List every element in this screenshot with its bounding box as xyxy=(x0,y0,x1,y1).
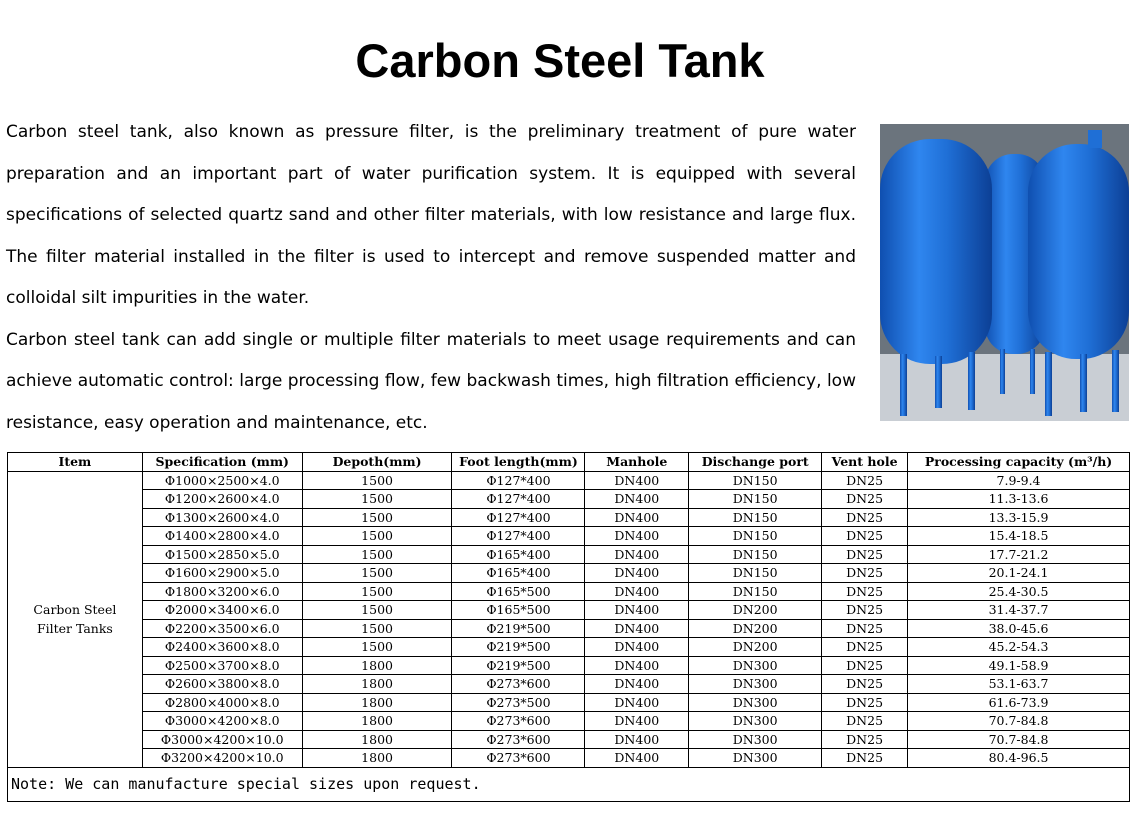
table-header-row xyxy=(8,453,1130,472)
cell-depth: 1500 xyxy=(302,619,452,638)
cell-depth: 1500 xyxy=(302,508,452,527)
cell-manhole: DN400 xyxy=(585,712,689,731)
table-row xyxy=(8,656,1130,675)
cell-foot-length: Φ219*500 xyxy=(452,656,585,675)
item-label-line: Filter Tanks xyxy=(36,621,113,636)
description-paragraph-1: Carbon steel tank, also known as pressure filter, is the preliminary treatment of pure water preparation and an important part of water purification system. It is equipped with several specifications of selected quartz sand and other filter materials, with low resistance and large flux. The filter material installed in the filter is used to intercept and remove suspended matter and colloidal silt impurities in the water. xyxy=(6,122,856,308)
table-row xyxy=(8,471,1130,490)
cell-vent-hole: DN25 xyxy=(822,601,908,620)
cell-discharge-port: DN150 xyxy=(689,508,822,527)
cell-discharge-port: DN150 xyxy=(689,564,822,583)
cell-processing-capacity: 53.1-63.7 xyxy=(908,675,1130,694)
cell-manhole: DN400 xyxy=(585,564,689,583)
cell-discharge-port: DN200 xyxy=(689,619,822,638)
cell-processing-capacity: 49.1-58.9 xyxy=(908,656,1130,675)
cell-vent-hole: DN25 xyxy=(822,619,908,638)
cell-processing-capacity: 11.3-13.6 xyxy=(908,490,1130,509)
table-row xyxy=(8,712,1130,731)
cell-specification: Φ3000×4200×10.0 xyxy=(142,730,302,749)
cell-discharge-port: DN150 xyxy=(689,582,822,601)
cell-foot-length: Φ127*400 xyxy=(452,508,585,527)
cell-discharge-port: DN300 xyxy=(689,749,822,768)
cell-discharge-port: DN300 xyxy=(689,712,822,731)
cell-vent-hole: DN25 xyxy=(822,638,908,657)
note-row xyxy=(8,767,1130,801)
cell-vent-hole: DN25 xyxy=(822,712,908,731)
cell-processing-capacity: 20.1-24.1 xyxy=(908,564,1130,583)
cell-discharge-port: DN300 xyxy=(689,730,822,749)
header-processing-capacity: Processing capacity (m³/h) xyxy=(908,453,1130,472)
cell-depth: 1800 xyxy=(302,712,452,731)
cell-depth: 1500 xyxy=(302,638,452,657)
cell-specification: Φ2500×3700×8.0 xyxy=(142,656,302,675)
cell-specification: Φ1400×2800×4.0 xyxy=(142,527,302,546)
cell-depth: 1800 xyxy=(302,693,452,712)
cell-manhole: DN400 xyxy=(585,508,689,527)
cell-depth: 1500 xyxy=(302,582,452,601)
header-vent-hole: Vent hole xyxy=(822,453,908,472)
cell-manhole: DN400 xyxy=(585,693,689,712)
cell-specification: Φ2800×4000×8.0 xyxy=(142,693,302,712)
cell-depth: 1500 xyxy=(302,527,452,546)
cell-processing-capacity: 31.4-37.7 xyxy=(908,601,1130,620)
cell-vent-hole: DN25 xyxy=(822,675,908,694)
cell-depth: 1800 xyxy=(302,656,452,675)
cell-discharge-port: DN200 xyxy=(689,638,822,657)
cell-foot-length: Φ273*600 xyxy=(452,712,585,731)
table-row xyxy=(8,749,1130,768)
table-row xyxy=(8,508,1130,527)
cell-discharge-port: DN200 xyxy=(689,601,822,620)
cell-foot-length: Φ273*600 xyxy=(452,730,585,749)
cell-processing-capacity: 70.7-84.8 xyxy=(908,730,1130,749)
table-row xyxy=(8,545,1130,564)
item-cell xyxy=(8,471,143,767)
cell-specification: Φ2400×3600×8.0 xyxy=(142,638,302,657)
cell-processing-capacity: 13.3-15.9 xyxy=(908,508,1130,527)
cell-depth: 1800 xyxy=(302,749,452,768)
cell-discharge-port: DN300 xyxy=(689,656,822,675)
cell-depth: 1500 xyxy=(302,490,452,509)
table-row xyxy=(8,490,1130,509)
header-item: Item xyxy=(8,453,143,472)
cell-vent-hole: DN25 xyxy=(822,564,908,583)
cell-depth: 1500 xyxy=(302,564,452,583)
cell-foot-length: Φ127*400 xyxy=(452,490,585,509)
cell-specification: Φ1800×3200×6.0 xyxy=(142,582,302,601)
tank-top-nozzle xyxy=(1088,130,1102,148)
cell-foot-length: Φ127*400 xyxy=(452,527,585,546)
cell-specification: Φ3000×4200×8.0 xyxy=(142,712,302,731)
cell-specification: Φ3200×4200×10.0 xyxy=(142,749,302,768)
description-paragraph-2: Carbon steel tank can add single or multiple filter materials to meet usage requirements and can achieve automatic control: large processing flow, few backwash times, high filtration efficiency, low resistance, easy operation and maintenance, etc. xyxy=(6,329,856,433)
cell-processing-capacity: 7.9-9.4 xyxy=(908,471,1130,490)
cell-specification: Φ1300×2600×4.0 xyxy=(142,508,302,527)
cell-vent-hole: DN25 xyxy=(822,582,908,601)
cell-foot-length: Φ165*500 xyxy=(452,601,585,620)
table-row xyxy=(8,693,1130,712)
header-specification: Specification (mm) xyxy=(142,453,302,472)
header-depth: Depoth(mm) xyxy=(302,453,452,472)
cell-foot-length: Φ273*600 xyxy=(452,675,585,694)
cell-depth: 1500 xyxy=(302,545,452,564)
cell-manhole: DN400 xyxy=(585,471,689,490)
cell-foot-length: Φ165*400 xyxy=(452,564,585,583)
cell-manhole: DN400 xyxy=(585,749,689,768)
table-row xyxy=(8,601,1130,620)
cell-depth: 1500 xyxy=(302,601,452,620)
cell-vent-hole: DN25 xyxy=(822,545,908,564)
tank-illustration xyxy=(880,124,1129,421)
cell-specification: Φ2000×3400×6.0 xyxy=(142,601,302,620)
header-foot-length: Foot length(mm) xyxy=(452,453,585,472)
cell-specification: Φ1000×2500×4.0 xyxy=(142,471,302,490)
cell-vent-hole: DN25 xyxy=(822,693,908,712)
cell-manhole: DN400 xyxy=(585,545,689,564)
cell-processing-capacity: 45.2-54.3 xyxy=(908,638,1130,657)
cell-vent-hole: DN25 xyxy=(822,508,908,527)
cell-processing-capacity: 17.7-21.2 xyxy=(908,545,1130,564)
cell-foot-length: Φ219*500 xyxy=(452,619,585,638)
cell-vent-hole: DN25 xyxy=(822,527,908,546)
cell-discharge-port: DN300 xyxy=(689,675,822,694)
table-row xyxy=(8,527,1130,546)
cell-depth: 1800 xyxy=(302,730,452,749)
cell-manhole: DN400 xyxy=(585,601,689,620)
cell-foot-length: Φ219*500 xyxy=(452,638,585,657)
cell-manhole: DN400 xyxy=(585,527,689,546)
table-row xyxy=(8,564,1130,583)
cell-processing-capacity: 80.4-96.5 xyxy=(908,749,1130,768)
cell-vent-hole: DN25 xyxy=(822,490,908,509)
cell-discharge-port: DN150 xyxy=(689,471,822,490)
cell-vent-hole: DN25 xyxy=(822,471,908,490)
cell-manhole: DN400 xyxy=(585,638,689,657)
cell-manhole: DN400 xyxy=(585,582,689,601)
cell-manhole: DN400 xyxy=(585,675,689,694)
cell-vent-hole: DN25 xyxy=(822,730,908,749)
cell-foot-length: Φ165*400 xyxy=(452,545,585,564)
table-row xyxy=(8,638,1130,657)
cell-discharge-port: DN300 xyxy=(689,693,822,712)
cell-discharge-port: DN150 xyxy=(689,490,822,509)
cell-depth: 1500 xyxy=(302,471,452,490)
cell-depth: 1800 xyxy=(302,675,452,694)
specification-table xyxy=(7,452,1130,802)
cell-specification: Φ2600×3800×8.0 xyxy=(142,675,302,694)
table-row xyxy=(8,582,1130,601)
cell-processing-capacity: 25.4-30.5 xyxy=(908,582,1130,601)
cell-specification: Φ2200×3500×6.0 xyxy=(142,619,302,638)
header-manhole: Manhole xyxy=(585,453,689,472)
cell-specification: Φ1200×2600×4.0 xyxy=(142,490,302,509)
cell-manhole: DN400 xyxy=(585,656,689,675)
item-label-line: Carbon Steel xyxy=(33,602,117,617)
cell-processing-capacity: 15.4-18.5 xyxy=(908,527,1130,546)
cell-vent-hole: DN25 xyxy=(822,656,908,675)
tank-photo xyxy=(880,124,1129,421)
cell-processing-capacity: 70.7-84.8 xyxy=(908,712,1130,731)
cell-foot-length: Φ127*400 xyxy=(452,471,585,490)
cell-specification: Φ1600×2900×5.0 xyxy=(142,564,302,583)
cell-vent-hole: DN25 xyxy=(822,749,908,768)
table-row xyxy=(8,675,1130,694)
cell-manhole: DN400 xyxy=(585,619,689,638)
cell-processing-capacity: 61.6-73.9 xyxy=(908,693,1130,712)
cell-manhole: DN400 xyxy=(585,730,689,749)
note-text: Note: We can manufacture special sizes upon request. xyxy=(8,767,1130,801)
cell-foot-length: Φ165*500 xyxy=(452,582,585,601)
cell-foot-length: Φ273*500 xyxy=(452,693,585,712)
cell-foot-length: Φ273*600 xyxy=(452,749,585,768)
description xyxy=(6,112,856,444)
cell-manhole: DN400 xyxy=(585,490,689,509)
cell-processing-capacity: 38.0-45.6 xyxy=(908,619,1130,638)
table-row xyxy=(8,619,1130,638)
cell-specification: Φ1500×2850×5.0 xyxy=(142,545,302,564)
page-title: Carbon Steel Tank xyxy=(355,34,765,88)
cell-discharge-port: DN150 xyxy=(689,545,822,564)
cell-discharge-port: DN150 xyxy=(689,527,822,546)
header-discharge-port: Dischange port xyxy=(689,453,822,472)
table-row xyxy=(8,730,1130,749)
